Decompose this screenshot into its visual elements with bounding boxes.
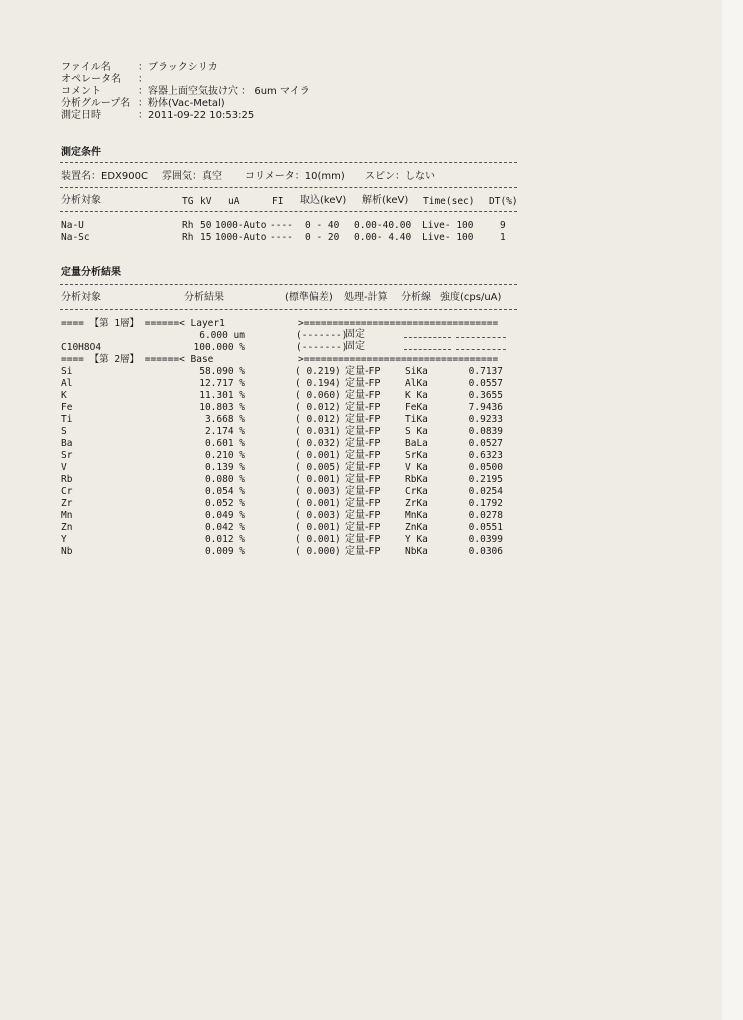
- layer1-compound: C10H8O4: [61, 342, 102, 353]
- element-symbol: S: [61, 426, 67, 437]
- row-tg: Rh: [182, 232, 194, 243]
- element-concentration: 11.301 %: [199, 390, 245, 401]
- element-symbol: Ba: [61, 438, 73, 449]
- divider: [60, 211, 517, 212]
- element-std-dev: ( 0.012): [295, 402, 341, 413]
- row-target: Na-U: [61, 220, 84, 231]
- element-std-dev: ( 0.001): [295, 498, 341, 509]
- element-symbol: Mn: [61, 510, 73, 521]
- element-analysis-line: SiKa: [405, 366, 428, 377]
- row-analysis: 0.00-40.00: [354, 220, 412, 231]
- col-header-ua: uA: [228, 196, 240, 207]
- results-title: 定量分析結果: [61, 267, 121, 278]
- element-symbol: Fe: [61, 402, 73, 413]
- element-std-dev: ( 0.005): [295, 462, 341, 473]
- element-intensity: 0.0254: [468, 486, 503, 497]
- element-processing: 定量-FP: [345, 390, 381, 401]
- divider: [60, 162, 517, 163]
- col-header-std: (標準偏差): [285, 292, 333, 303]
- element-symbol: Zn: [61, 522, 73, 533]
- element-analysis-line: ZnKa: [405, 522, 428, 533]
- row-fi: ----: [270, 232, 293, 243]
- layer1-compound-proc: 固定: [345, 341, 365, 352]
- col-header-processing: 処理-計算: [344, 292, 388, 303]
- layer1-thickness: 6.000 um: [199, 330, 245, 341]
- element-analysis-line: CrKa: [405, 486, 428, 497]
- element-processing: 定量-FP: [345, 474, 381, 485]
- row-kv: 15: [200, 232, 212, 243]
- element-processing: 定量-FP: [345, 486, 381, 497]
- element-analysis-line: RbKa: [405, 474, 428, 485]
- element-intensity: 0.9233: [468, 414, 503, 425]
- element-concentration: 0.601 %: [204, 438, 245, 449]
- row-analysis: 0.00- 4.40: [354, 232, 412, 243]
- element-processing: 定量-FP: [345, 546, 381, 557]
- operator-value: ：: [138, 74, 148, 85]
- element-processing: 定量-FP: [345, 378, 381, 389]
- element-intensity: 0.6323: [468, 450, 503, 461]
- element-std-dev: ( 0.003): [295, 486, 341, 497]
- element-analysis-line: AlKa: [405, 378, 428, 389]
- divider: [60, 309, 517, 310]
- element-concentration: 0.042 %: [204, 522, 245, 533]
- operator-label: オペレータ名: [61, 74, 121, 85]
- element-concentration: 0.139 %: [204, 462, 245, 473]
- row-acquire: 0 - 40: [305, 220, 340, 231]
- row-ua: 1000-Auto: [215, 220, 267, 231]
- col-header-dt: DT(%): [489, 196, 518, 207]
- paper-edge: [722, 0, 743, 1020]
- element-analysis-line: BaLa: [405, 438, 428, 449]
- element-intensity: 0.0306: [468, 546, 503, 557]
- file-name-value: ：ブラックシリカ: [138, 62, 218, 73]
- col-header-line: 分析線: [401, 292, 431, 303]
- placeholder-dash: [456, 349, 506, 350]
- element-std-dev: ( 0.003): [295, 510, 341, 521]
- layer1-thickness-proc: 固定: [345, 329, 365, 340]
- element-intensity: 0.3655: [468, 390, 503, 401]
- row-dt: 9: [500, 220, 506, 231]
- analysis-group-label: 分析グループ名: [61, 98, 131, 109]
- element-processing: 定量-FP: [345, 438, 381, 449]
- element-processing: 定量-FP: [345, 462, 381, 473]
- measurement-date-label: 測定日時: [61, 110, 101, 121]
- element-concentration: 0.012 %: [204, 534, 245, 545]
- element-concentration: 0.052 %: [204, 498, 245, 509]
- element-intensity: 0.7137: [468, 366, 503, 377]
- element-std-dev: ( 0.012): [295, 414, 341, 425]
- element-analysis-line: S Ka: [405, 426, 428, 437]
- element-symbol: Cr: [61, 486, 73, 497]
- element-symbol: Sr: [61, 450, 73, 461]
- element-processing: 定量-FP: [345, 426, 381, 437]
- layer1-label: ==== 【第 1層】 ======< Layer1: [61, 318, 225, 329]
- element-intensity: 0.2195: [468, 474, 503, 485]
- col-header-kv: kV: [200, 196, 212, 207]
- placeholder-dash: [404, 337, 451, 338]
- col-header-result: 分析結果: [184, 292, 224, 303]
- element-symbol: K: [61, 390, 67, 401]
- element-concentration: 0.049 %: [204, 510, 245, 521]
- row-ua: 1000-Auto: [215, 232, 267, 243]
- col-header-acquire: 取込(keV): [300, 195, 347, 206]
- element-concentration: 2.174 %: [204, 426, 245, 437]
- conditions-title: 測定条件: [61, 147, 101, 158]
- element-processing: 定量-FP: [345, 402, 381, 413]
- element-concentration: 0.054 %: [204, 486, 245, 497]
- element-processing: 定量-FP: [345, 522, 381, 533]
- element-intensity: 0.0278: [468, 510, 503, 521]
- element-concentration: 0.210 %: [204, 450, 245, 461]
- element-std-dev: ( 0.000): [295, 546, 341, 557]
- device-name: 装置名：EDX900C: [61, 171, 148, 182]
- row-time: Live- 100: [422, 220, 474, 231]
- element-intensity: 0.0839: [468, 426, 503, 437]
- comment-label: コメント: [61, 86, 101, 97]
- row-fi: ----: [270, 220, 293, 231]
- measurement-date-value: ：2011-09-22 10:53:25: [138, 110, 255, 121]
- col-header-time: Time(sec): [423, 196, 475, 207]
- element-processing: 定量-FP: [345, 498, 381, 509]
- element-analysis-line: SrKa: [405, 450, 428, 461]
- divider: [60, 284, 517, 285]
- layer2-label: ==== 【第 2層】 ======< Base: [61, 354, 214, 365]
- element-analysis-line: FeKa: [405, 402, 428, 413]
- element-analysis-line: V Ka: [405, 462, 428, 473]
- element-intensity: 0.0557: [468, 378, 503, 389]
- element-symbol: Zr: [61, 498, 73, 509]
- layer1-close: >==================================: [298, 318, 499, 329]
- element-concentration: 3.668 %: [204, 414, 245, 425]
- element-analysis-line: ZrKa: [405, 498, 428, 509]
- element-analysis-line: Y Ka: [405, 534, 428, 545]
- element-std-dev: ( 0.219): [295, 366, 341, 377]
- row-dt: 1: [500, 232, 506, 243]
- layer1-compound-value: 100.000 %: [193, 342, 245, 353]
- layer1-compound-std: (-------): [296, 342, 348, 353]
- spin: スピン：しない: [365, 171, 435, 182]
- row-target: Na-Sc: [61, 232, 90, 243]
- element-symbol: Y: [61, 534, 67, 545]
- element-intensity: 0.0551: [468, 522, 503, 533]
- element-intensity: 7.9436: [468, 402, 503, 413]
- col-header-tg: TG: [182, 196, 194, 207]
- layer1-thickness-std: (-------): [296, 330, 348, 341]
- comment-value: ：容器上面空気抜け穴 ： 6um マイラ: [138, 86, 310, 97]
- element-symbol: Nb: [61, 546, 73, 557]
- analysis-group-value: ：粉体(Vac-Metal): [138, 98, 225, 109]
- element-std-dev: ( 0.001): [295, 474, 341, 485]
- element-processing: 定量-FP: [345, 534, 381, 545]
- element-symbol: Ti: [61, 414, 73, 425]
- row-acquire: 0 - 20: [305, 232, 340, 243]
- element-std-dev: ( 0.031): [295, 426, 341, 437]
- element-intensity: 0.0527: [468, 438, 503, 449]
- element-symbol: V: [61, 462, 67, 473]
- atmosphere: 雰囲気：真空: [162, 171, 222, 182]
- placeholder-dash: [456, 337, 506, 338]
- element-processing: 定量-FP: [345, 450, 381, 461]
- row-kv: 50: [200, 220, 212, 231]
- element-symbol: Rb: [61, 474, 73, 485]
- element-std-dev: ( 0.032): [295, 438, 341, 449]
- element-intensity: 0.1792: [468, 498, 503, 509]
- row-tg: Rh: [182, 220, 194, 231]
- element-processing: 定量-FP: [345, 366, 381, 377]
- element-analysis-line: NbKa: [405, 546, 428, 557]
- element-processing: 定量-FP: [345, 510, 381, 521]
- element-symbol: Si: [61, 366, 73, 377]
- col-header-analysis: 解析(keV): [362, 195, 409, 206]
- element-analysis-line: MnKa: [405, 510, 428, 521]
- placeholder-dash: [404, 349, 451, 350]
- col-header-intensity: 強度(cps/uA): [440, 292, 502, 303]
- collimator: コリメータ：10(mm): [245, 171, 345, 182]
- element-concentration: 12.717 %: [199, 378, 245, 389]
- element-concentration: 10.803 %: [199, 402, 245, 413]
- element-concentration: 58.090 %: [199, 366, 245, 377]
- element-concentration: 0.009 %: [204, 546, 245, 557]
- element-analysis-line: K Ka: [405, 390, 428, 401]
- element-intensity: 0.0500: [468, 462, 503, 473]
- element-std-dev: ( 0.001): [295, 450, 341, 461]
- col-header-target: 分析対象: [61, 195, 101, 206]
- element-std-dev: ( 0.194): [295, 378, 341, 389]
- element-std-dev: ( 0.060): [295, 390, 341, 401]
- element-std-dev: ( 0.001): [295, 534, 341, 545]
- element-concentration: 0.080 %: [204, 474, 245, 485]
- file-name-label: ファイル名: [61, 62, 111, 73]
- element-analysis-line: TiKa: [405, 414, 428, 425]
- col-header-fi: FI: [272, 196, 284, 207]
- element-std-dev: ( 0.001): [295, 522, 341, 533]
- col-header-target: 分析対象: [61, 292, 101, 303]
- element-processing: 定量-FP: [345, 414, 381, 425]
- divider: [60, 187, 517, 188]
- element-symbol: Al: [61, 378, 73, 389]
- element-intensity: 0.0399: [468, 534, 503, 545]
- layer2-close: >==================================: [298, 354, 499, 365]
- row-time: Live- 100: [422, 232, 474, 243]
